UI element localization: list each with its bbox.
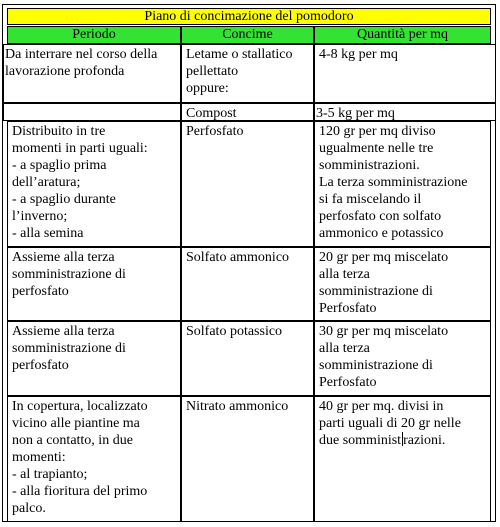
cell-row6-concime: Nitrato ammonico — [181, 396, 314, 522]
text-before-cursor: due somminist — [319, 433, 402, 448]
header-quantita: Quantità per mq — [314, 26, 491, 44]
fertilization-table — [2, 4, 496, 522]
cell-row3-periodo: Distribuito in tre momenti in parti uguali: - a spaglio prima dell’aratura; - a spaglio durante l’inverno; - alla semina — [7, 121, 181, 247]
cell-row4-concime: Solfato ammonico — [181, 247, 314, 321]
cell-row5-quantita: 30 gr per mq miscelato alla terza somministrazione di Perfosfato — [314, 321, 491, 396]
cell-row1-periodo: Da interrare nel corso della lavorazione profonda — [3, 44, 181, 103]
header-periodo: Periodo — [7, 26, 181, 44]
cell-row2-concime: Compost — [181, 103, 314, 121]
cell-row3-concime: Perfosfato — [181, 121, 314, 247]
cell-row1-concime: Letame o stallatico pellettato oppure: — [181, 44, 314, 103]
cell-row4-periodo: Assieme alla terza somministrazione di perfosfato — [7, 247, 181, 321]
cell-row4-quantita: 20 gr per mq miscelato alla terza somministrazione di Perfosfato — [314, 247, 491, 321]
cell-row2-quantita: 3-5 kg per mq — [314, 103, 496, 121]
text-after-cursor: razioni. — [403, 433, 446, 448]
text-cursor-line — [319, 432, 486, 449]
cell-row5-periodo: Assieme alla terza somministrazione di perfosfato — [7, 321, 181, 396]
cell-row1-quantita: 4-8 kg per mq — [314, 44, 496, 103]
cell-row6-periodo: In copertura, localizzato vicino alle piantine ma non a contatto, in due momenti: - al trapianto; - alla fioritura del primo palco. — [7, 396, 181, 522]
table-title: Piano di concimazione del pomodoro — [7, 8, 491, 25]
cell-row3-quantita: 120 gr per mq diviso ugualmente nelle tre somministrazioni. La terza somministrazione si fa miscelando il perfosfato con solfato ammonico e potassico — [314, 121, 491, 247]
cell-row6-quantita[interactable]: 40 gr per mq. divisi in parti uguali di 20 gr nelle due somminist razioni. — [314, 396, 491, 522]
cell-row2-periodo — [3, 103, 181, 121]
cell-row5-concime: Solfato potassico — [181, 321, 314, 396]
header-concime: Concime — [181, 26, 314, 44]
